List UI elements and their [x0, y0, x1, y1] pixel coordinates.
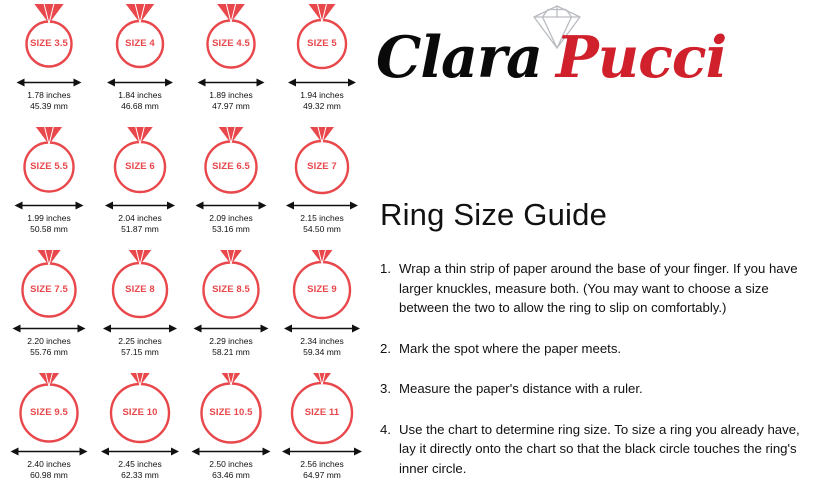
- ring-measurement: [4, 213, 94, 234]
- ring-size-label: SIZE 3.5: [30, 38, 68, 49]
- diameter-arrow-icon: [4, 322, 94, 335]
- measurement-mm: 64.97 mm: [303, 469, 341, 480]
- measurement-inches: 1.78 inches: [27, 90, 71, 100]
- diameter-arrow-icon: [277, 76, 367, 89]
- ring-measurement: [95, 459, 185, 480]
- ring-size-label: SIZE 8: [125, 284, 155, 295]
- ring-size-cell: [186, 4, 276, 117]
- diameter-arrow-icon: [277, 199, 367, 212]
- measurement-mm: 59.34 mm: [303, 346, 341, 357]
- ring-measurement: [277, 90, 367, 111]
- measurement-mm: 49.32 mm: [303, 100, 341, 111]
- diameter-arrow-icon: [4, 445, 94, 458]
- measurement-mm: 58.21 mm: [212, 346, 250, 357]
- ring-illustration: [277, 4, 367, 76]
- step-number: 3.: [380, 381, 391, 396]
- ring-measurement: [186, 90, 276, 111]
- ring-illustration: [95, 4, 185, 76]
- ring-size-label: SIZE 5: [307, 38, 337, 49]
- diameter-arrow-icon: [4, 76, 94, 89]
- ring-size-label: SIZE 6: [125, 161, 155, 172]
- ring-size-cell: [4, 373, 94, 486]
- ring-size-label: SIZE 10.5: [209, 407, 253, 418]
- measurement-mm: 62.33 mm: [121, 469, 159, 480]
- ring-size-label: SIZE 7: [307, 161, 337, 172]
- ring-size-label: SIZE 11: [304, 407, 340, 418]
- ring-measurement: [95, 336, 185, 357]
- step-number: 4.: [380, 421, 391, 437]
- right-column: [372, 0, 839, 501]
- ring-size-cell: [95, 250, 185, 363]
- ring-size-label: SIZE 4.5: [212, 38, 250, 49]
- instruction-step: [380, 259, 820, 318]
- measurement-inches: 2.45 inches: [118, 459, 162, 469]
- diameter-arrow-icon: [186, 322, 276, 335]
- step-number: 1.: [380, 261, 391, 276]
- diameter-arrow-icon: [95, 76, 185, 89]
- ring-size-label: SIZE 5.5: [30, 161, 68, 172]
- diameter-arrow-icon: [4, 199, 94, 212]
- ring-illustration: [186, 373, 276, 445]
- ring-measurement: [186, 213, 276, 234]
- step-text: Mark the spot where the paper meets.: [399, 340, 622, 356]
- ring-illustration: [4, 4, 94, 76]
- measurement-mm: 45.39 mm: [30, 100, 68, 111]
- ring-illustration: [4, 373, 94, 445]
- ring-measurement: [186, 336, 276, 357]
- step-text: Measure the paper's distance with a ruler.: [399, 381, 643, 396]
- ring-size-cell: [95, 4, 185, 117]
- instruction-step: [380, 379, 820, 399]
- measurement-mm: 46.68 mm: [121, 100, 159, 111]
- brand-logo: [372, 0, 839, 115]
- ring-size-label: SIZE 4: [125, 38, 155, 49]
- ring-size-cell: [277, 250, 367, 363]
- instruction-step: [380, 420, 820, 479]
- measurement-inches: 2.34 inches: [300, 336, 344, 346]
- ring-illustration: [4, 250, 94, 322]
- measurement-mm: 55.76 mm: [30, 346, 68, 357]
- measurement-mm: 53.16 mm: [212, 223, 250, 234]
- ring-measurement: [4, 459, 94, 480]
- ring-size-label: SIZE 9: [307, 284, 337, 295]
- ring-size-cell: [4, 250, 94, 363]
- instruction-list: [380, 259, 820, 478]
- measurement-mm: 63.46 mm: [212, 469, 250, 480]
- measurement-mm: 57.15 mm: [121, 346, 159, 357]
- diameter-arrow-icon: [186, 76, 276, 89]
- measurement-inches: 2.20 inches: [27, 336, 71, 346]
- ring-illustration: [277, 373, 367, 445]
- diameter-arrow-icon: [277, 322, 367, 335]
- brand-wordmark: [376, 22, 836, 102]
- ring-measurement: [95, 213, 185, 234]
- ring-illustration: [95, 373, 185, 445]
- measurement-inches: 1.89 inches: [209, 90, 253, 100]
- measurement-inches: 2.04 inches: [118, 213, 162, 223]
- diameter-arrow-icon: [95, 322, 185, 335]
- instruction-step: [380, 339, 820, 359]
- ring-size-label: SIZE 10: [122, 407, 158, 418]
- ring-measurement: [277, 336, 367, 357]
- ring-size-cell: [95, 127, 185, 240]
- ring-size-cell: [4, 127, 94, 240]
- ring-illustration: [95, 127, 185, 199]
- ring-size-cell: [186, 250, 276, 363]
- ring-size-label: SIZE 6.5: [212, 161, 250, 172]
- ring-size-cell: [277, 4, 367, 117]
- ring-size-cell: [277, 127, 367, 240]
- ring-size-chart: [0, 0, 362, 501]
- ring-illustration: [277, 127, 367, 199]
- ring-size-label: SIZE 9.5: [30, 407, 68, 418]
- measurement-inches: 1.84 inches: [118, 90, 162, 100]
- ring-measurement: [4, 90, 94, 111]
- ring-size-label: SIZE 8.5: [212, 284, 250, 295]
- ring-size-cell: [95, 373, 185, 486]
- step-number: 2.: [380, 340, 391, 356]
- measurement-inches: 2.09 inches: [209, 213, 253, 223]
- measurement-mm: 47.97 mm: [212, 100, 250, 111]
- ring-size-cell: [186, 373, 276, 486]
- measurement-inches: 2.56 inches: [300, 459, 344, 469]
- measurement-inches: 1.99 inches: [27, 213, 71, 223]
- diameter-arrow-icon: [277, 445, 367, 458]
- brand-second-word: Pucci: [555, 24, 727, 91]
- step-text: Wrap a thin strip of paper around the base of your finger. If you have larger knuckles, measure both. (You may want to choose a size between the two to allow the ring to slip on comfortably.): [399, 261, 798, 315]
- diameter-arrow-icon: [95, 445, 185, 458]
- page-title: Ring Size Guide: [380, 197, 608, 232]
- ring-illustration: [95, 250, 185, 322]
- measurement-mm: 60.98 mm: [30, 469, 68, 480]
- ring-measurement: [95, 90, 185, 111]
- ring-size-label: SIZE 7.5: [30, 284, 68, 295]
- ring-size-cell: [277, 373, 367, 486]
- diameter-arrow-icon: [95, 199, 185, 212]
- measurement-inches: 2.29 inches: [209, 336, 253, 346]
- diameter-arrow-icon: [186, 199, 276, 212]
- ring-illustration: [277, 250, 367, 322]
- ring-measurement: [277, 459, 367, 480]
- measurement-inches: 2.50 inches: [209, 459, 253, 469]
- ring-illustration: [186, 4, 276, 76]
- ring-measurement: [186, 459, 276, 480]
- ring-size-cell: [4, 4, 94, 117]
- measurement-mm: 50.58 mm: [30, 223, 68, 234]
- ring-illustration: [186, 127, 276, 199]
- brand-first-word: Clara: [376, 24, 542, 91]
- measurement-inches: 2.25 inches: [118, 336, 162, 346]
- ring-size-cell: [186, 127, 276, 240]
- measurement-inches: 1.94 inches: [300, 90, 344, 100]
- measurement-inches: 2.40 inches: [27, 459, 71, 469]
- measurement-mm: 51.87 mm: [121, 223, 159, 234]
- ring-illustration: [4, 127, 94, 199]
- ring-illustration: [186, 250, 276, 322]
- ring-measurement: [4, 336, 94, 357]
- step-text: Use the chart to determine ring size. To size a ring you already have, lay it directly onto the chart so that the black circle touches the ring's inner circle.: [399, 421, 800, 476]
- diameter-arrow-icon: [186, 445, 276, 458]
- measurement-mm: 54.50 mm: [303, 223, 341, 234]
- measurement-inches: 2.15 inches: [300, 213, 344, 223]
- ring-measurement: [277, 213, 367, 234]
